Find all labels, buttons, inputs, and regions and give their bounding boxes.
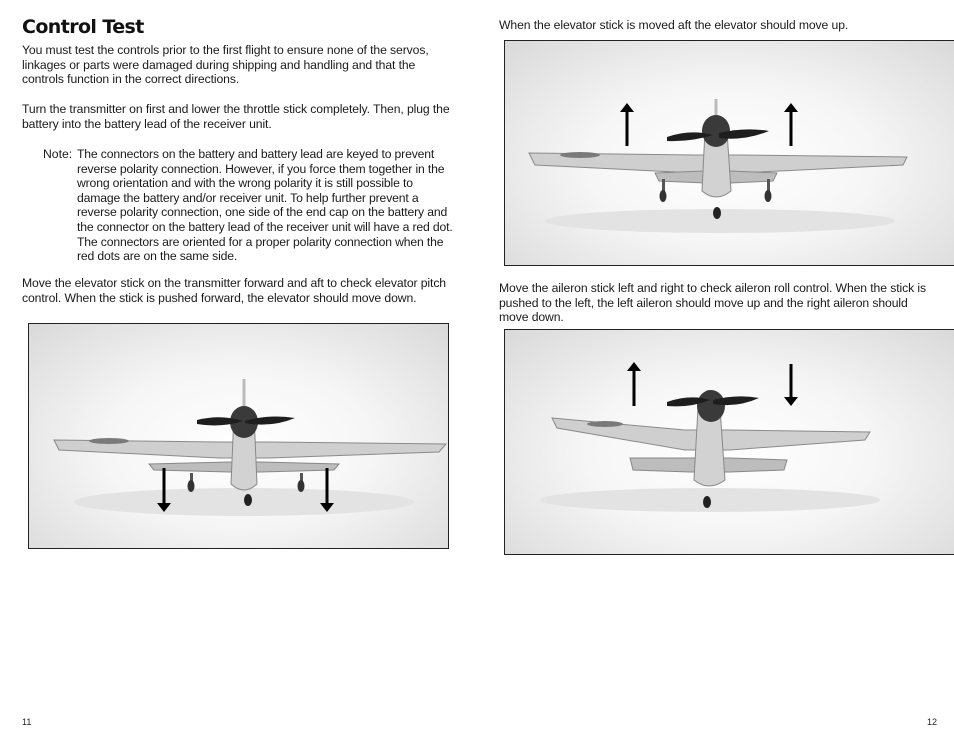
roundel-left <box>89 438 129 444</box>
tail-wheel <box>244 494 252 506</box>
tail-wheel <box>703 496 711 508</box>
arrow-down-icon <box>784 364 798 406</box>
note-text: The connectors on the battery and battery lead are keyed to prevent reverse polarity connection. However, if you force them together in the wrong orientation and with the wrong polarity it is still possible to damage the battery and/or receiver unit. To help further prevent a reverse polarity connection, one side of the end cap on the battery and the connector on the battery lead of the receiver unit will have a red dot. The connectors are oriented for a proper polarity connection when the red dots are on the same side. <box>77 147 453 264</box>
roundel-left <box>587 421 623 427</box>
photo-elevator-up <box>504 40 954 266</box>
arrow-up-icon <box>627 362 641 406</box>
page-number-right: 12 <box>927 717 938 727</box>
transmitter-paragraph: Turn the transmitter on first and lower the throttle stick completely. Then, plug the battery into the battery lead of the receiver unit. <box>22 102 450 131</box>
elevator-paragraph: Move the elevator stick on the transmitter forward and aft to check elevator pitch control. When the stick is pushed forward, the elevator should move down. <box>22 276 446 305</box>
airplane-front-view-aileron-roll <box>505 330 954 555</box>
arrow-up-icon <box>784 103 798 146</box>
cowling <box>702 115 730 147</box>
intro-paragraph: You must test the controls prior to the first flight to ensure none of the servos, linkages or parts were damaged during shipping and handling and that the controls function in the correct directions. <box>22 43 429 87</box>
wheel-right <box>298 480 305 492</box>
note-label: Note: <box>43 147 73 161</box>
section-heading: Control Test <box>22 16 144 38</box>
tail-wheel <box>713 207 721 219</box>
cowling <box>697 390 725 422</box>
arrow-up-icon <box>620 103 634 146</box>
photo-elevator-down <box>28 323 449 549</box>
roundel-left <box>560 152 600 158</box>
airplane-front-view-elevator-up <box>505 41 954 266</box>
wheel-right <box>765 190 772 202</box>
airplane-front-view-elevator-down <box>29 324 449 549</box>
elevator-up-paragraph: When the elevator stick is moved aft the elevator should move up. <box>499 18 849 32</box>
aileron-paragraph: Move the aileron stick left and right to check aileron roll control. When the stick is pushed to the left, the left aileron should move up and the right aileron should move down. <box>499 281 926 325</box>
page-number-left: 11 <box>22 717 32 727</box>
right-page <box>477 0 954 738</box>
photo-aileron-roll <box>504 329 954 555</box>
wheel-left <box>660 190 667 202</box>
wheel-left <box>188 480 195 492</box>
ground-shadow <box>74 488 414 516</box>
